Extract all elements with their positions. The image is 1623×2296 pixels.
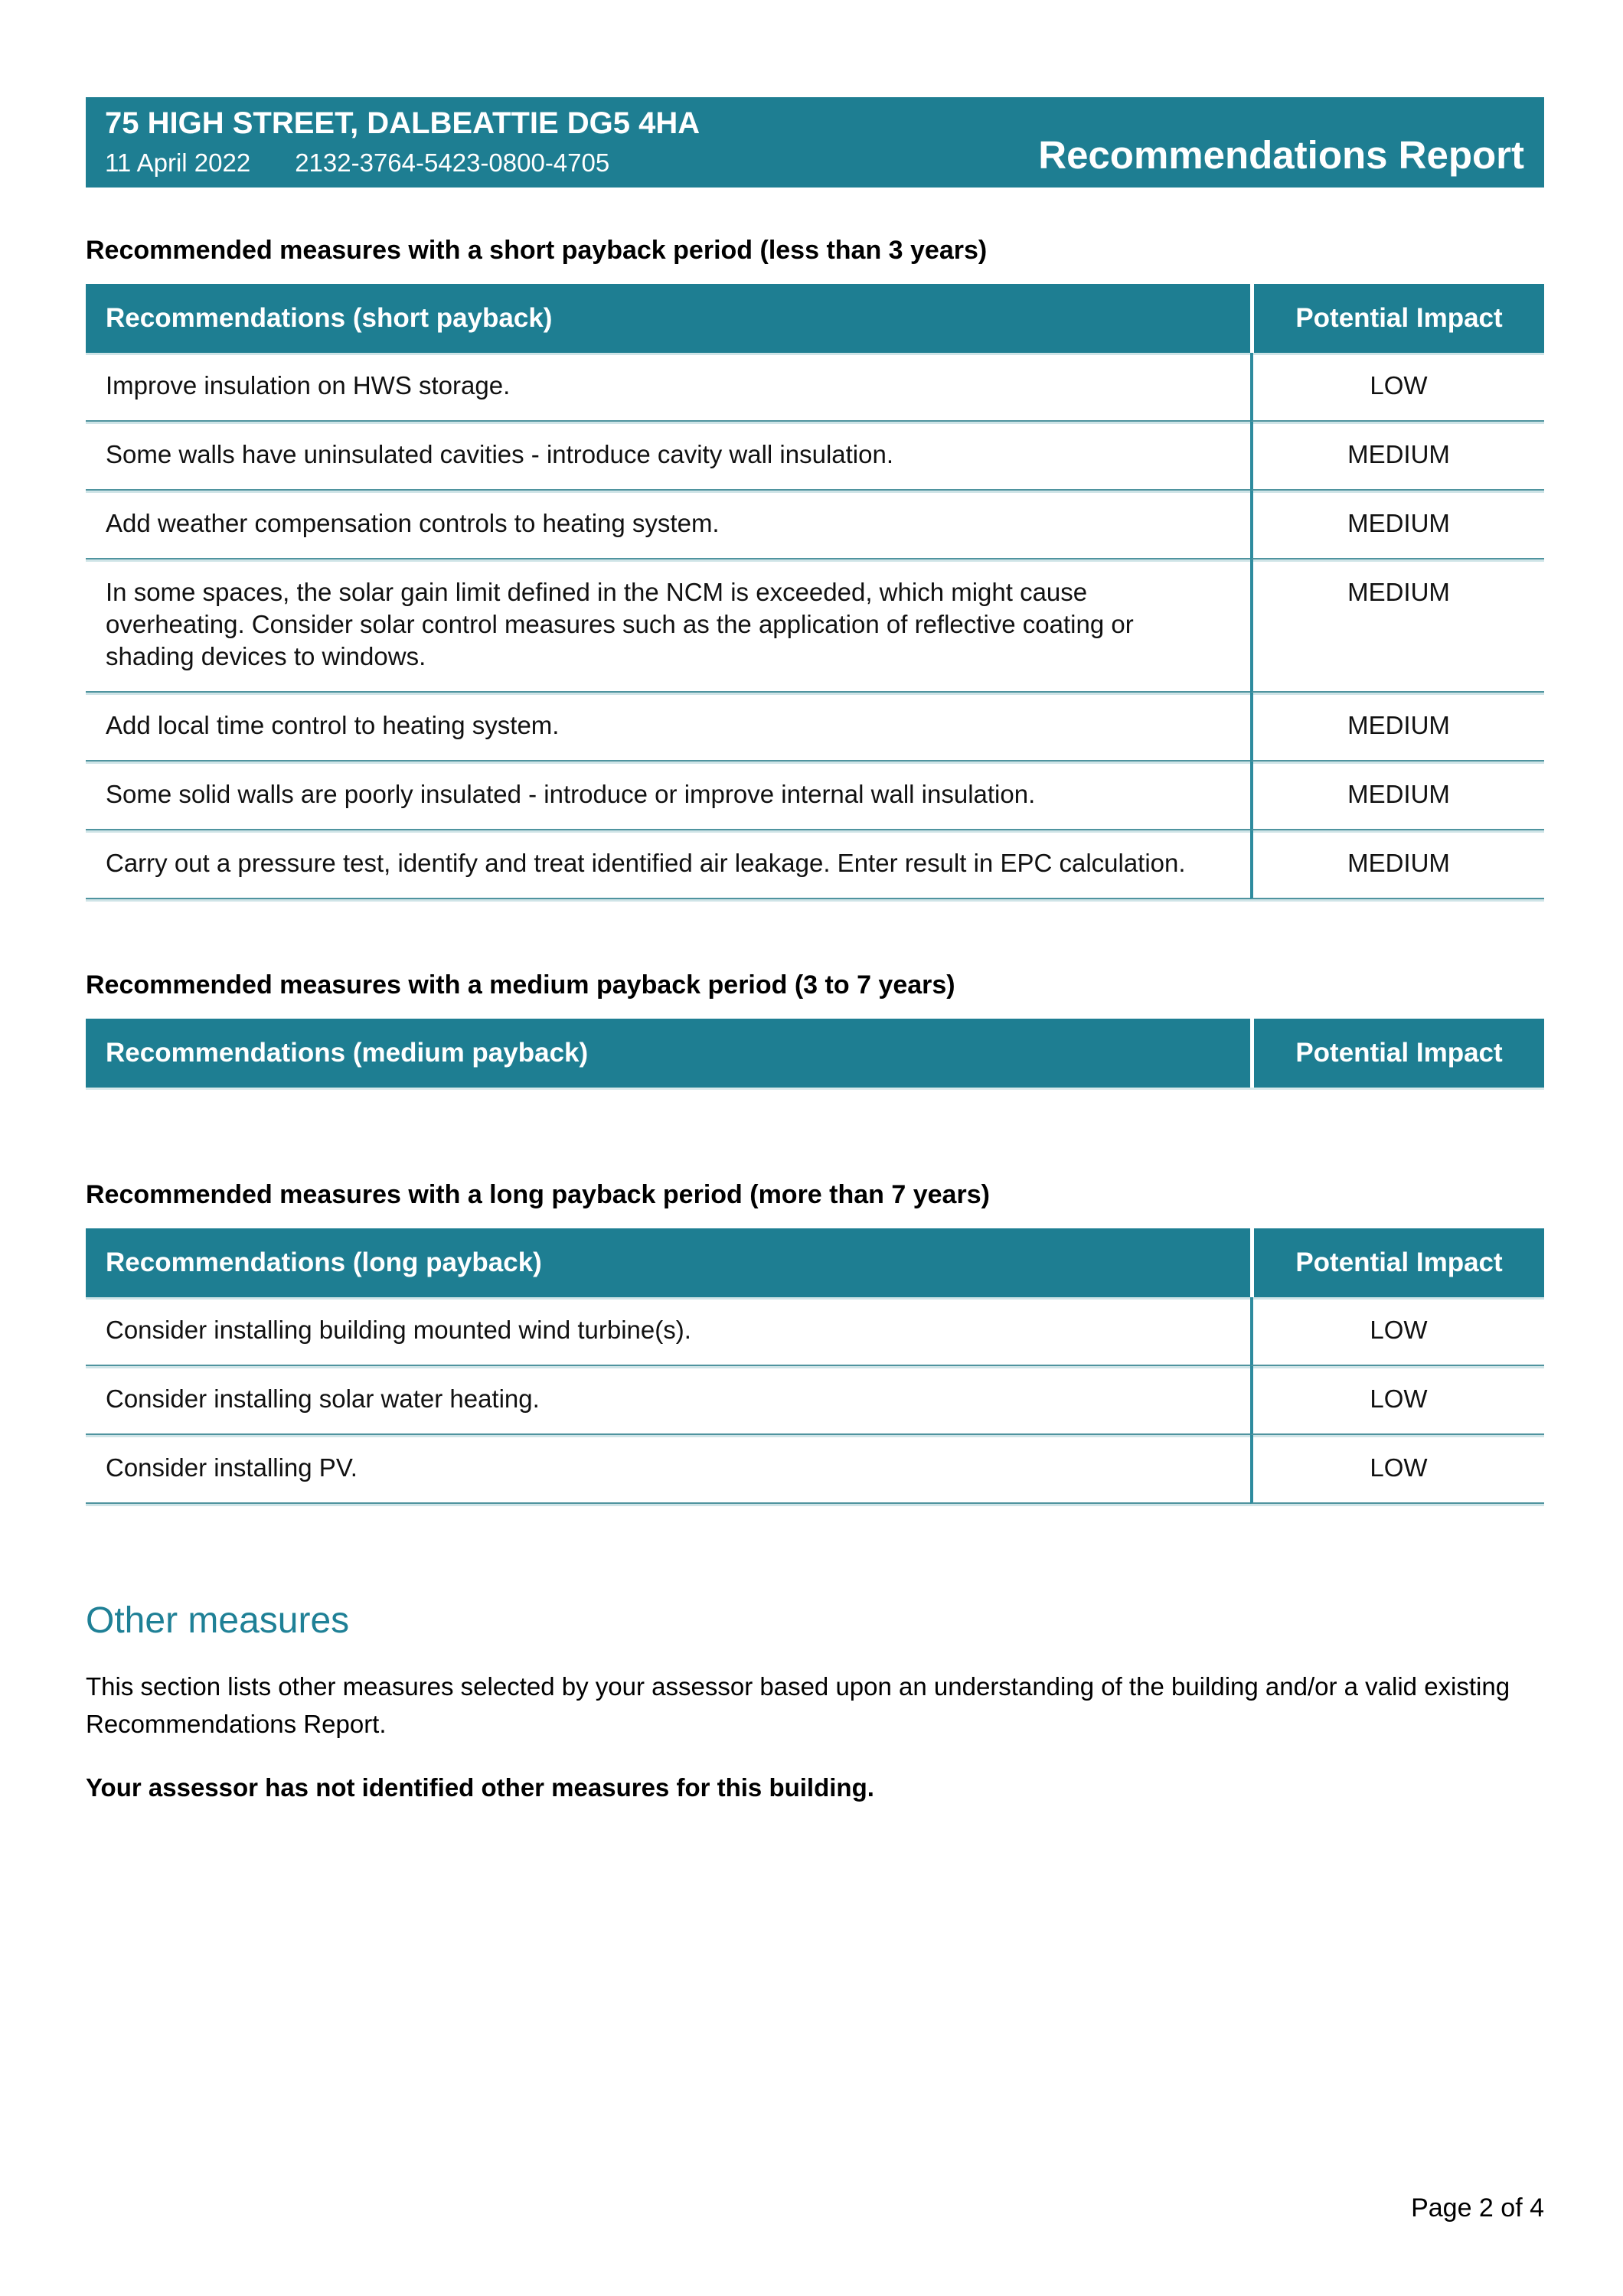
table-row — [86, 353, 1544, 422]
table-row — [86, 762, 1544, 830]
section-title-long: Recommended measures with a long payback period (more than 7 years) — [86, 1180, 990, 1209]
table-header-row — [86, 1019, 1544, 1088]
table-header-row — [86, 284, 1544, 353]
table-row — [86, 422, 1544, 491]
recommendation-cell: In some spaces, the solar gain limit defined in the NCM is exceeded, which might cause overheating. Consider solar control measures such as the application of reflective coating or shading devices to windows. — [86, 559, 1250, 693]
recommendations-column-header: Recommendations (long payback) — [86, 1228, 1250, 1297]
table-row — [86, 491, 1544, 559]
section-long-payback — [86, 1180, 1544, 1506]
report-title: Recommendations Report — [1038, 133, 1524, 177]
report-header-banner — [86, 97, 1544, 188]
banner-meta-line — [105, 150, 700, 177]
table-row — [86, 559, 1544, 693]
long-payback-table — [86, 1228, 1544, 1506]
recommendation-cell: Consider installing solar water heating. — [86, 1366, 1250, 1435]
table-row — [86, 693, 1544, 762]
impact-cell: MEDIUM — [1250, 693, 1544, 762]
section-title-short: Recommended measures with a short payback period (less than 3 years) — [86, 236, 988, 265]
section-short-payback — [86, 236, 1544, 902]
section-medium-payback — [86, 970, 1544, 1090]
table-row — [86, 1366, 1544, 1435]
recommendation-cell: Consider installing PV. — [86, 1435, 1250, 1504]
impact-cell: LOW — [1250, 353, 1544, 422]
potential-impact-column-header: Potential Impact — [1250, 284, 1544, 353]
short-payback-table — [86, 284, 1544, 902]
recommendations-column-header: Recommendations (short payback) — [86, 284, 1250, 353]
impact-cell: MEDIUM — [1250, 422, 1544, 491]
report-reference-number: 2132-3764-5423-0800-4705 — [295, 148, 610, 178]
impact-cell: LOW — [1250, 1435, 1544, 1504]
recommendation-cell: Add local time control to heating system. — [86, 693, 1250, 762]
other-measures-heading: Other measures — [86, 1600, 350, 1641]
table-row — [86, 1297, 1544, 1366]
other-measures-description: This section lists other measures selected by your assessor based upon an understanding of the building and/or a valid existing Recommendations Report. — [86, 1672, 1510, 1738]
recommendation-cell: Some solid walls are poorly insulated - introduce or improve internal wall insulation. — [86, 762, 1250, 830]
impact-cell: LOW — [1250, 1297, 1544, 1366]
potential-impact-column-header: Potential Impact — [1250, 1228, 1544, 1297]
potential-impact-column-header: Potential Impact — [1250, 1019, 1544, 1088]
page-number: Page 2 of 4 — [1411, 2193, 1544, 2223]
impact-cell: MEDIUM — [1250, 559, 1544, 693]
recommendation-cell: Some walls have uninsulated cavities - introduce cavity wall insulation. — [86, 422, 1250, 491]
impact-cell: MEDIUM — [1250, 762, 1544, 830]
recommendation-cell: Improve insulation on HWS storage. — [86, 353, 1250, 422]
table-header-row — [86, 1228, 1544, 1297]
recommendation-cell: Consider installing building mounted wind turbine(s). — [86, 1297, 1250, 1366]
table-row — [86, 1435, 1544, 1504]
section-other-measures — [86, 1600, 1544, 1802]
medium-payback-table — [86, 1019, 1544, 1090]
banner-left-block — [105, 107, 700, 177]
other-measures-note: Your assessor has not identified other measures for this building. — [86, 1773, 874, 1802]
recommendations-column-header: Recommendations (medium payback) — [86, 1019, 1250, 1088]
table-row — [86, 830, 1544, 899]
impact-cell: MEDIUM — [1250, 830, 1544, 899]
impact-cell: MEDIUM — [1250, 491, 1544, 559]
recommendation-cell: Add weather compensation controls to heating system. — [86, 491, 1250, 559]
impact-cell: LOW — [1250, 1366, 1544, 1435]
report-date: 11 April 2022 — [105, 148, 251, 178]
property-address: 75 HIGH STREET, DALBEATTIE DG5 4HA — [105, 106, 700, 140]
recommendation-cell: Carry out a pressure test, identify and treat identified air leakage. Enter result in EPC calculation. — [86, 830, 1250, 899]
section-title-medium: Recommended measures with a medium payback period (3 to 7 years) — [86, 970, 955, 1000]
